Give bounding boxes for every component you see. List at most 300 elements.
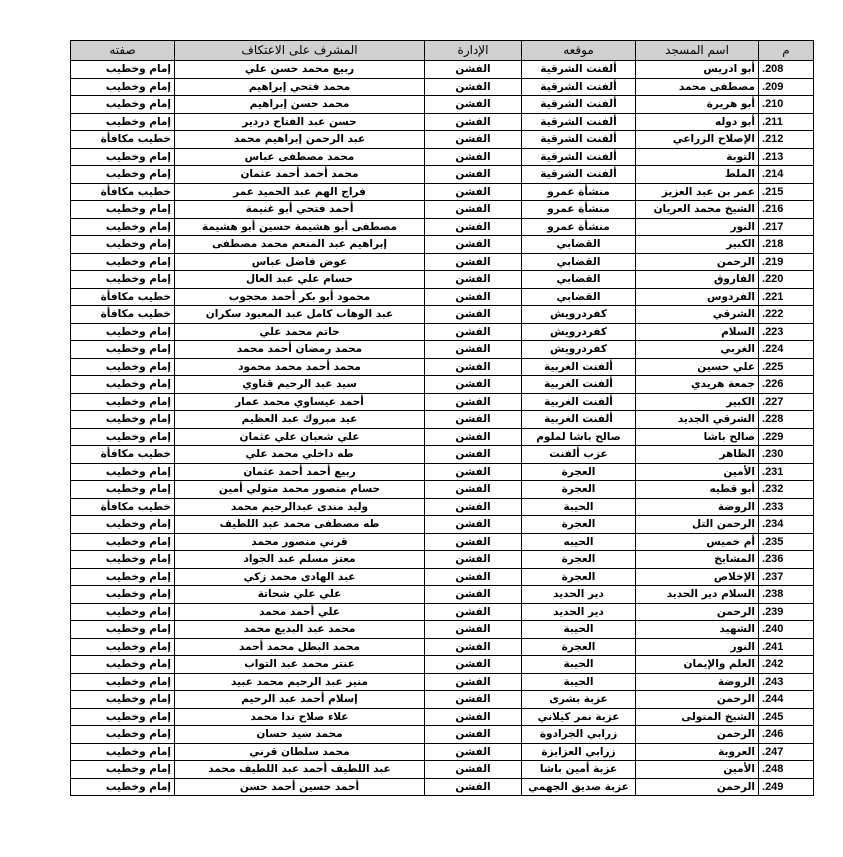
administration-cell: الفشن bbox=[425, 61, 522, 79]
mosque-name-cell: الكبير bbox=[636, 236, 759, 254]
mosque-name-cell: الأمين bbox=[636, 463, 759, 481]
mosque-name-cell: الرحمن bbox=[636, 778, 759, 796]
row-number: 239. bbox=[759, 603, 814, 621]
header-location: موقعه bbox=[522, 41, 636, 61]
role-cell: إمام وخطيب bbox=[71, 533, 175, 551]
supervisor-cell: محمود أبو بكر أحمد محجوب bbox=[175, 288, 425, 306]
table-row bbox=[71, 376, 814, 394]
supervisor-cell: علاء صلاح ندا محمد bbox=[175, 708, 425, 726]
role-cell: إمام وخطيب bbox=[71, 148, 175, 166]
administration-cell: الفشن bbox=[425, 586, 522, 604]
table-row bbox=[71, 708, 814, 726]
administration-cell: الفشن bbox=[425, 533, 522, 551]
mosque-name-cell: السلام bbox=[636, 323, 759, 341]
table-row bbox=[71, 201, 814, 219]
row-number: 218. bbox=[759, 236, 814, 254]
row-number: 236. bbox=[759, 551, 814, 569]
mosque-name-cell: العروبة bbox=[636, 743, 759, 761]
row-number: 235. bbox=[759, 533, 814, 551]
table-row bbox=[71, 166, 814, 184]
location-cell: القضابي bbox=[522, 253, 636, 271]
administration-cell: الفشن bbox=[425, 341, 522, 359]
administration-cell: الفشن bbox=[425, 253, 522, 271]
supervisor-cell: منير عبد الرحيم محمد عبيد bbox=[175, 673, 425, 691]
table-row bbox=[71, 113, 814, 131]
location-cell: ألفنت الشرقية bbox=[522, 166, 636, 184]
row-number: 224. bbox=[759, 341, 814, 359]
table-row bbox=[71, 78, 814, 96]
administration-cell: الفشن bbox=[425, 271, 522, 289]
location-cell: صالح باشا لملوم bbox=[522, 428, 636, 446]
table-row bbox=[71, 341, 814, 359]
location-cell: ألفنت الغربية bbox=[522, 376, 636, 394]
mosque-table bbox=[70, 40, 814, 796]
role-cell: إمام وخطيب bbox=[71, 708, 175, 726]
row-number: 230. bbox=[759, 446, 814, 464]
location-cell: العجرة bbox=[522, 568, 636, 586]
table-row bbox=[71, 463, 814, 481]
administration-cell: الفشن bbox=[425, 358, 522, 376]
table-row bbox=[71, 236, 814, 254]
location-cell: القضابي bbox=[522, 236, 636, 254]
administration-cell: الفشن bbox=[425, 481, 522, 499]
location-cell: ألفنت الشرقية bbox=[522, 131, 636, 149]
table-row bbox=[71, 446, 814, 464]
supervisor-cell: عبد الوهاب كامل عبد المعبود سكران bbox=[175, 306, 425, 324]
supervisor-cell: أحمد فتحي أبو غنيمة bbox=[175, 201, 425, 219]
location-cell: منشأة عمرو bbox=[522, 218, 636, 236]
location-cell: الحيبه bbox=[522, 533, 636, 551]
role-cell: إمام وخطيب bbox=[71, 113, 175, 131]
location-cell: العجرة bbox=[522, 481, 636, 499]
location-cell: كفردرويش bbox=[522, 341, 636, 359]
supervisor-cell: أحمد عيساوي محمد عمار bbox=[175, 393, 425, 411]
mosque-name-cell: علي حسين bbox=[636, 358, 759, 376]
role-cell: إمام وخطيب bbox=[71, 78, 175, 96]
header-num: م bbox=[759, 41, 814, 61]
location-cell: الحيبة bbox=[522, 656, 636, 674]
administration-cell: الفشن bbox=[425, 376, 522, 394]
location-cell: كفردرويش bbox=[522, 306, 636, 324]
supervisor-cell: محمد مصطفى عباس bbox=[175, 148, 425, 166]
table-row bbox=[71, 761, 814, 779]
row-number: 214. bbox=[759, 166, 814, 184]
mosque-name-cell: المشايخ bbox=[636, 551, 759, 569]
role-cell: إمام وخطيب bbox=[71, 586, 175, 604]
header-mosque-name: اسم المسجد bbox=[636, 41, 759, 61]
supervisor-cell: ربيع محمد حسن علي bbox=[175, 61, 425, 79]
mosque-name-cell: الفردوس bbox=[636, 288, 759, 306]
row-number: 237. bbox=[759, 568, 814, 586]
role-cell: خطيب مكافأة bbox=[71, 498, 175, 516]
role-cell: إمام وخطيب bbox=[71, 201, 175, 219]
role-cell: إمام وخطيب bbox=[71, 603, 175, 621]
administration-cell: الفشن bbox=[425, 428, 522, 446]
role-cell: إمام وخطيب bbox=[71, 568, 175, 586]
header-row bbox=[71, 41, 814, 61]
mosque-name-cell: الشرقي الجديد bbox=[636, 411, 759, 429]
mosque-name-cell: الفاروق bbox=[636, 271, 759, 289]
row-number: 246. bbox=[759, 726, 814, 744]
table-row bbox=[71, 306, 814, 324]
role-cell: إمام وخطيب bbox=[71, 271, 175, 289]
administration-cell: الفشن bbox=[425, 603, 522, 621]
location-cell: الحيبة bbox=[522, 673, 636, 691]
mosque-name-cell: الرحمن bbox=[636, 726, 759, 744]
table-row bbox=[71, 638, 814, 656]
location-cell: عزب ألفنت bbox=[522, 446, 636, 464]
role-cell: إمام وخطيب bbox=[71, 726, 175, 744]
mosque-name-cell: الشيخ المتولى bbox=[636, 708, 759, 726]
row-number: 210. bbox=[759, 96, 814, 114]
location-cell: العجرة bbox=[522, 516, 636, 534]
administration-cell: الفشن bbox=[425, 446, 522, 464]
role-cell: إمام وخطيب bbox=[71, 358, 175, 376]
location-cell: عزبة نمر كيلاني bbox=[522, 708, 636, 726]
role-cell: إمام وخطيب bbox=[71, 621, 175, 639]
mosque-name-cell: الرحمن bbox=[636, 691, 759, 709]
location-cell: القضابي bbox=[522, 271, 636, 289]
mosque-name-cell: العلم والإيمان bbox=[636, 656, 759, 674]
row-number: 245. bbox=[759, 708, 814, 726]
role-cell: إمام وخطيب bbox=[71, 551, 175, 569]
mosque-name-cell: أبو هريرة bbox=[636, 96, 759, 114]
table-row bbox=[71, 481, 814, 499]
table-body bbox=[71, 61, 814, 796]
table-row bbox=[71, 673, 814, 691]
administration-cell: الفشن bbox=[425, 568, 522, 586]
role-cell: إمام وخطيب bbox=[71, 656, 175, 674]
table-row bbox=[71, 726, 814, 744]
row-number: 233. bbox=[759, 498, 814, 516]
table-row bbox=[71, 131, 814, 149]
role-cell: خطيب مكافأة bbox=[71, 306, 175, 324]
supervisor-cell: عيد مبروك عبد العظيم bbox=[175, 411, 425, 429]
supervisor-cell: طه داخلي محمد علي bbox=[175, 446, 425, 464]
location-cell: ألفنت الشرقية bbox=[522, 113, 636, 131]
row-number: 232. bbox=[759, 481, 814, 499]
table-row bbox=[71, 358, 814, 376]
role-cell: خطيب مكافأة bbox=[71, 288, 175, 306]
table-row bbox=[71, 498, 814, 516]
table-row bbox=[71, 603, 814, 621]
administration-cell: الفشن bbox=[425, 96, 522, 114]
row-number: 220. bbox=[759, 271, 814, 289]
row-number: 223. bbox=[759, 323, 814, 341]
mosque-name-cell: الملط bbox=[636, 166, 759, 184]
mosque-name-cell: الإخلاص bbox=[636, 568, 759, 586]
location-cell: منشأة عمرو bbox=[522, 201, 636, 219]
mosque-name-cell: الشهيد bbox=[636, 621, 759, 639]
row-number: 243. bbox=[759, 673, 814, 691]
row-number: 211. bbox=[759, 113, 814, 131]
supervisor-cell: عوض فاضل عباس bbox=[175, 253, 425, 271]
mosque-name-cell: التوبة bbox=[636, 148, 759, 166]
location-cell: ألفنت الغربية bbox=[522, 393, 636, 411]
row-number: 229. bbox=[759, 428, 814, 446]
table-row bbox=[71, 621, 814, 639]
role-cell: إمام وخطيب bbox=[71, 463, 175, 481]
location-cell: الحيبة bbox=[522, 498, 636, 516]
mosque-name-cell: الرحمن bbox=[636, 253, 759, 271]
supervisor-cell: حسام علي عبد العال bbox=[175, 271, 425, 289]
supervisor-cell: محمد البطل محمد أحمد bbox=[175, 638, 425, 656]
role-cell: إمام وخطيب bbox=[71, 341, 175, 359]
table-row bbox=[71, 253, 814, 271]
administration-cell: الفشن bbox=[425, 498, 522, 516]
role-cell: إمام وخطيب bbox=[71, 376, 175, 394]
row-number: 209. bbox=[759, 78, 814, 96]
role-cell: إمام وخطيب bbox=[71, 61, 175, 79]
role-cell: إمام وخطيب bbox=[71, 743, 175, 761]
table-row bbox=[71, 428, 814, 446]
header-role: صفته bbox=[71, 41, 175, 61]
supervisor-cell: علي علي شحاتة bbox=[175, 586, 425, 604]
mosque-name-cell: الشيخ محمد العريان bbox=[636, 201, 759, 219]
role-cell: إمام وخطيب bbox=[71, 778, 175, 796]
administration-cell: الفشن bbox=[425, 638, 522, 656]
table-row bbox=[71, 148, 814, 166]
administration-cell: الفشن bbox=[425, 218, 522, 236]
mosque-name-cell: الروضة bbox=[636, 498, 759, 516]
supervisor-cell: عبد اللطيف أحمد عبد اللطيف محمد bbox=[175, 761, 425, 779]
mosque-table-sheet bbox=[70, 40, 813, 796]
mosque-name-cell: الروضة bbox=[636, 673, 759, 691]
header-supervisor: المشرف على الاعتكاف bbox=[175, 41, 425, 61]
location-cell: الحيبة bbox=[522, 621, 636, 639]
role-cell: إمام وخطيب bbox=[71, 166, 175, 184]
administration-cell: الفشن bbox=[425, 621, 522, 639]
role-cell: إمام وخطيب bbox=[71, 323, 175, 341]
administration-cell: الفشن bbox=[425, 288, 522, 306]
supervisor-cell: مصطفى أبو هشيمة حسين أبو هشيمة bbox=[175, 218, 425, 236]
administration-cell: الفشن bbox=[425, 323, 522, 341]
table-row bbox=[71, 183, 814, 201]
supervisor-cell: إبراهيم عبد المنعم محمد مصطفى bbox=[175, 236, 425, 254]
supervisor-cell: عبد الهادى محمد زكي bbox=[175, 568, 425, 586]
supervisor-cell: ربيع أحمد أحمد عثمان bbox=[175, 463, 425, 481]
location-cell: منشأة عمرو bbox=[522, 183, 636, 201]
row-number: 213. bbox=[759, 148, 814, 166]
location-cell: دير الحديد bbox=[522, 603, 636, 621]
administration-cell: الفشن bbox=[425, 726, 522, 744]
administration-cell: الفشن bbox=[425, 656, 522, 674]
mosque-name-cell: أبو دوله bbox=[636, 113, 759, 131]
table-row bbox=[71, 586, 814, 604]
location-cell: ألفنت الشرقية bbox=[522, 96, 636, 114]
table-row bbox=[71, 96, 814, 114]
administration-cell: الفشن bbox=[425, 393, 522, 411]
supervisor-cell: حسام منصور محمد متولي أمين bbox=[175, 481, 425, 499]
supervisor-cell: فراج الهم عبد الحميد عمر bbox=[175, 183, 425, 201]
role-cell: خطيب مكافأة bbox=[71, 446, 175, 464]
role-cell: إمام وخطيب bbox=[71, 428, 175, 446]
supervisor-cell: محمد أحمد محمد محمود bbox=[175, 358, 425, 376]
supervisor-cell: عنتر محمد عبد التواب bbox=[175, 656, 425, 674]
row-number: 221. bbox=[759, 288, 814, 306]
row-number: 247. bbox=[759, 743, 814, 761]
role-cell: إمام وخطيب bbox=[71, 393, 175, 411]
row-number: 216. bbox=[759, 201, 814, 219]
mosque-name-cell: الغربي bbox=[636, 341, 759, 359]
supervisor-cell: إسلام أحمد عبد الرحيم bbox=[175, 691, 425, 709]
mosque-name-cell: النور bbox=[636, 218, 759, 236]
table-row bbox=[71, 323, 814, 341]
row-number: 228. bbox=[759, 411, 814, 429]
row-number: 226. bbox=[759, 376, 814, 394]
administration-cell: الفشن bbox=[425, 236, 522, 254]
role-cell: إمام وخطيب bbox=[71, 761, 175, 779]
row-number: 231. bbox=[759, 463, 814, 481]
location-cell: عزبة بشرى bbox=[522, 691, 636, 709]
header-administration: الإدارة bbox=[425, 41, 522, 61]
mosque-name-cell: الأمين bbox=[636, 761, 759, 779]
table-row bbox=[71, 533, 814, 551]
supervisor-cell: محمد حسن إبراهيم bbox=[175, 96, 425, 114]
table-row bbox=[71, 218, 814, 236]
role-cell: إمام وخطيب bbox=[71, 638, 175, 656]
role-cell: إمام وخطيب bbox=[71, 516, 175, 534]
location-cell: كفردرويش bbox=[522, 323, 636, 341]
supervisor-cell: طه مصطفى محمد عبد اللطيف bbox=[175, 516, 425, 534]
supervisor-cell: محمد أحمد أحمد عثمان bbox=[175, 166, 425, 184]
location-cell: ألفنت الشرقية bbox=[522, 78, 636, 96]
location-cell: العجرة bbox=[522, 551, 636, 569]
table-row bbox=[71, 288, 814, 306]
administration-cell: الفشن bbox=[425, 306, 522, 324]
table-row bbox=[71, 656, 814, 674]
mosque-name-cell: الكبير bbox=[636, 393, 759, 411]
role-cell: إمام وخطيب bbox=[71, 691, 175, 709]
supervisor-cell: محمد سيد حسان bbox=[175, 726, 425, 744]
row-number: 227. bbox=[759, 393, 814, 411]
row-number: 244. bbox=[759, 691, 814, 709]
administration-cell: الفشن bbox=[425, 148, 522, 166]
supervisor-cell: محمد رمضان أحمد محمد bbox=[175, 341, 425, 359]
supervisor-cell: وليد مندى عبدالرحيم محمد bbox=[175, 498, 425, 516]
row-number: 238. bbox=[759, 586, 814, 604]
location-cell: ألفنت الغربية bbox=[522, 411, 636, 429]
row-number: 240. bbox=[759, 621, 814, 639]
supervisor-cell: علي أحمد محمد bbox=[175, 603, 425, 621]
row-number: 212. bbox=[759, 131, 814, 149]
administration-cell: الفشن bbox=[425, 463, 522, 481]
supervisor-cell: حسن عبد الفتاح دردير bbox=[175, 113, 425, 131]
supervisor-cell: محمد عبد البديع محمد bbox=[175, 621, 425, 639]
location-cell: العجرة bbox=[522, 463, 636, 481]
role-cell: إمام وخطيب bbox=[71, 96, 175, 114]
location-cell: ألفنت الشرقية bbox=[522, 148, 636, 166]
row-number: 208. bbox=[759, 61, 814, 79]
table-row bbox=[71, 743, 814, 761]
administration-cell: الفشن bbox=[425, 166, 522, 184]
location-cell: ألفنت الشرقية bbox=[522, 61, 636, 79]
mosque-name-cell: مصطفى محمد bbox=[636, 78, 759, 96]
location-cell: عزبة أمين باشا bbox=[522, 761, 636, 779]
administration-cell: الفشن bbox=[425, 131, 522, 149]
table-row bbox=[71, 516, 814, 534]
administration-cell: الفشن bbox=[425, 201, 522, 219]
location-cell: زرابي الجرادوة bbox=[522, 726, 636, 744]
row-number: 215. bbox=[759, 183, 814, 201]
administration-cell: الفشن bbox=[425, 708, 522, 726]
mosque-name-cell: النور bbox=[636, 638, 759, 656]
role-cell: خطيب مكافأة bbox=[71, 183, 175, 201]
mosque-name-cell: أم خميس bbox=[636, 533, 759, 551]
supervisor-cell: عبد الرحمن إبراهيم محمد bbox=[175, 131, 425, 149]
table-row bbox=[71, 568, 814, 586]
location-cell: القضابي bbox=[522, 288, 636, 306]
mosque-name-cell: الإصلاح الزراعي bbox=[636, 131, 759, 149]
mosque-name-cell: جمعة هريدي bbox=[636, 376, 759, 394]
row-number: 234. bbox=[759, 516, 814, 534]
table-row bbox=[71, 411, 814, 429]
table-row bbox=[71, 271, 814, 289]
role-cell: إمام وخطيب bbox=[71, 236, 175, 254]
administration-cell: الفشن bbox=[425, 761, 522, 779]
supervisor-cell: محمد فتحي إبراهيم bbox=[175, 78, 425, 96]
mosque-name-cell: السلام دير الحديد bbox=[636, 586, 759, 604]
location-cell: دير الحديد bbox=[522, 586, 636, 604]
administration-cell: الفشن bbox=[425, 78, 522, 96]
mosque-name-cell: أبو ادريس bbox=[636, 61, 759, 79]
table-row bbox=[71, 778, 814, 796]
supervisor-cell: معتز مسلم عبد الجواد bbox=[175, 551, 425, 569]
supervisor-cell: حاتم محمد علي bbox=[175, 323, 425, 341]
administration-cell: الفشن bbox=[425, 516, 522, 534]
table-row bbox=[71, 61, 814, 79]
role-cell: إمام وخطيب bbox=[71, 481, 175, 499]
mosque-name-cell: الشرقي bbox=[636, 306, 759, 324]
row-number: 217. bbox=[759, 218, 814, 236]
table-row bbox=[71, 551, 814, 569]
administration-cell: الفشن bbox=[425, 778, 522, 796]
row-number: 222. bbox=[759, 306, 814, 324]
table-row bbox=[71, 691, 814, 709]
row-number: 248. bbox=[759, 761, 814, 779]
administration-cell: الفشن bbox=[425, 551, 522, 569]
administration-cell: الفشن bbox=[425, 691, 522, 709]
mosque-name-cell: الرحمن التل bbox=[636, 516, 759, 534]
supervisor-cell: أحمد حسين أحمد حسن bbox=[175, 778, 425, 796]
role-cell: إمام وخطيب bbox=[71, 218, 175, 236]
role-cell: إمام وخطيب bbox=[71, 253, 175, 271]
location-cell: العجرة bbox=[522, 638, 636, 656]
administration-cell: الفشن bbox=[425, 113, 522, 131]
supervisor-cell: قرني منصور محمد bbox=[175, 533, 425, 551]
mosque-name-cell: الرحمن bbox=[636, 603, 759, 621]
row-number: 241. bbox=[759, 638, 814, 656]
administration-cell: الفشن bbox=[425, 673, 522, 691]
supervisor-cell: سيد عبد الرحيم قناوي bbox=[175, 376, 425, 394]
mosque-name-cell: الظاهر bbox=[636, 446, 759, 464]
row-number: 242. bbox=[759, 656, 814, 674]
administration-cell: الفشن bbox=[425, 743, 522, 761]
supervisor-cell: محمد سلطان قرني bbox=[175, 743, 425, 761]
role-cell: خطيب مكافأة bbox=[71, 131, 175, 149]
table-row bbox=[71, 393, 814, 411]
mosque-name-cell: أبو قطيه bbox=[636, 481, 759, 499]
supervisor-cell: علي شعبان علي عثمان bbox=[175, 428, 425, 446]
location-cell: ألفنت الغربية bbox=[522, 358, 636, 376]
administration-cell: الفشن bbox=[425, 183, 522, 201]
role-cell: إمام وخطيب bbox=[71, 673, 175, 691]
location-cell: عزبة صديق الجهمي bbox=[522, 778, 636, 796]
role-cell: إمام وخطيب bbox=[71, 411, 175, 429]
row-number: 219. bbox=[759, 253, 814, 271]
row-number: 249. bbox=[759, 778, 814, 796]
row-number: 225. bbox=[759, 358, 814, 376]
